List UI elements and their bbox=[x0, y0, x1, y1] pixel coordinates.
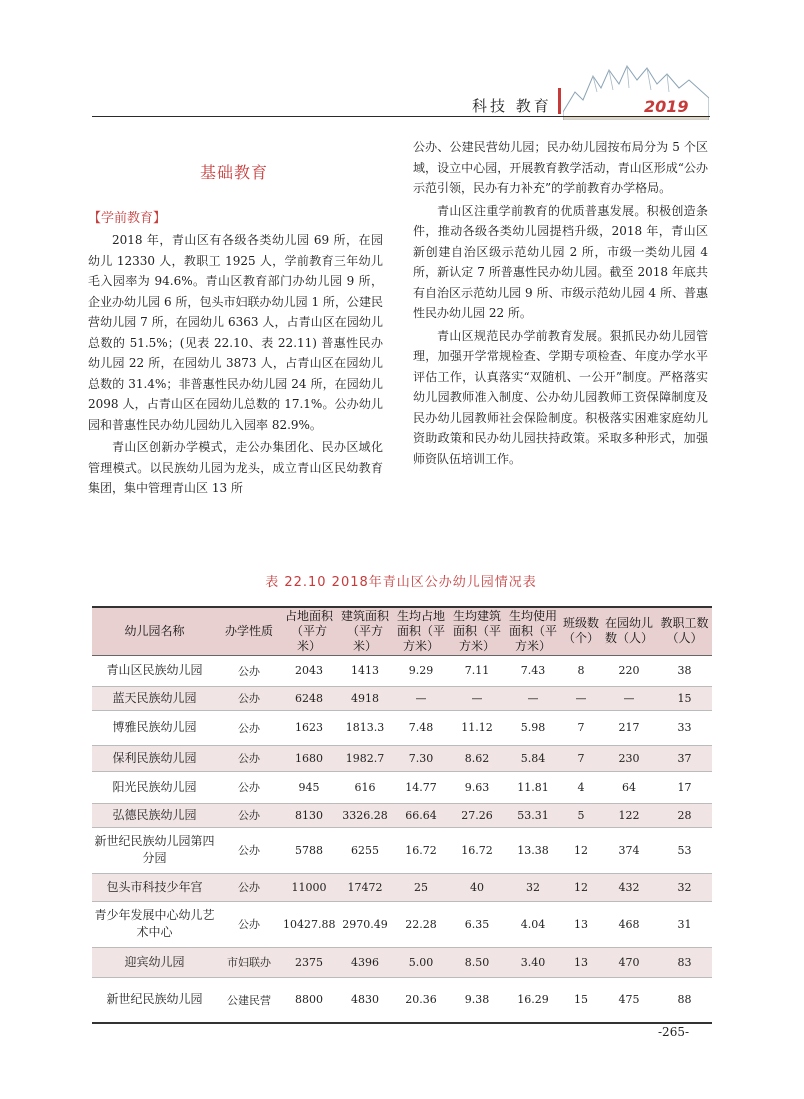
table-cell: 945 bbox=[281, 771, 337, 803]
kindergarten-name-cell: 包头市科技少年宫 bbox=[92, 873, 217, 901]
table-cell: 83 bbox=[657, 947, 712, 977]
table-cell: 7.30 bbox=[393, 745, 449, 771]
school-nature-cell: 公办 bbox=[217, 710, 281, 745]
paragraph: 2018 年，青山区有各级各类幼儿园 69 所，在园幼儿 12330 人，教职工 1925 人，学前教育三年幼儿毛入园率为 94.6%。青山区教育部门办幼儿园 9 所，企业办幼儿园 6 所，包头市妇联办幼儿园 1 所，公建民营幼儿园 7 所，在园幼儿 6363 人，占青山区在园幼儿总数的 51.5%；(见表 22.10、表 22.11) 普惠性民办幼儿园 22 所，在园幼儿 3873 人，占青山区在园幼儿总数的 31.4%；非普惠性民办幼儿园 24 所，在园幼儿 2098 人，占青山区在园幼儿总数的 17.1%。公办幼儿园和普惠性民办幼儿园幼儿入园率 82.9%。 bbox=[88, 233, 383, 432]
table-cell: 53 bbox=[657, 827, 712, 873]
column-header: 生均建筑面积（平方米） bbox=[449, 607, 505, 655]
paragraph: 青山区创新办学模式，走公办集团化、民办区域化管理模式。以民族幼儿园为龙头，成立青山区民幼教育集团，集中管理青山区 13 所 bbox=[88, 440, 383, 495]
table-cell: 4918 bbox=[337, 686, 393, 710]
table-cell: 33 bbox=[657, 710, 712, 745]
header-rule bbox=[92, 116, 710, 117]
table-cell: 12 bbox=[561, 827, 601, 873]
kindergarten-name-cell: 青少年发展中心幼儿艺术中心 bbox=[92, 901, 217, 947]
table-cell: 53.31 bbox=[505, 803, 561, 827]
table-cell: — bbox=[393, 686, 449, 710]
table-cell: 1413 bbox=[337, 655, 393, 686]
table-row bbox=[92, 947, 712, 977]
table-cell: 12 bbox=[561, 873, 601, 901]
table-cell: — bbox=[449, 686, 505, 710]
table-cell: — bbox=[505, 686, 561, 710]
table-cell: 5.00 bbox=[393, 947, 449, 977]
table-cell: 616 bbox=[337, 771, 393, 803]
header-accent-bar bbox=[558, 88, 561, 114]
table-cell: 13 bbox=[561, 947, 601, 977]
paragraph: 青山区规范民办学前教育发展。狠抓民办幼儿园管理，加强开学常规检查、学期专项检查、年度办学水平评估工作，认真落实“双随机、一公开”制度。严格落实幼儿园教师准入制度、公办幼儿园教师工资保障制度及民办幼儿园教师社会保险制度。积极落实困难家庭幼儿资助政策和民办幼儿园扶持政策。采取多种形式，加强师资队伍培训工作。 bbox=[413, 328, 708, 466]
column-header: 教职工数（人） bbox=[657, 607, 712, 655]
table-cell: 230 bbox=[601, 745, 657, 771]
table-cell: 4396 bbox=[337, 947, 393, 977]
table-row bbox=[92, 745, 712, 771]
column-header: 占地面积（平方米） bbox=[281, 607, 337, 655]
table-cell: 17 bbox=[657, 771, 712, 803]
table-cell: 7.48 bbox=[393, 710, 449, 745]
table-cell: 4.04 bbox=[505, 901, 561, 947]
section-title: 基础教育 bbox=[200, 163, 269, 182]
table-cell: 9.38 bbox=[449, 977, 505, 1023]
table-cell: 374 bbox=[601, 827, 657, 873]
table-cell: 6248 bbox=[281, 686, 337, 710]
school-nature-cell: 公办 bbox=[217, 686, 281, 710]
table-cell: 28 bbox=[657, 803, 712, 827]
kindergarten-name-cell: 青山区民族幼儿园 bbox=[92, 655, 217, 686]
table-row bbox=[92, 977, 712, 1023]
table-row bbox=[92, 686, 712, 710]
table-cell: 13.38 bbox=[505, 827, 561, 873]
column-header: 幼儿园名称 bbox=[92, 607, 217, 655]
table-row bbox=[92, 901, 712, 947]
kindergarten-name-cell: 蓝天民族幼儿园 bbox=[92, 686, 217, 710]
column-header: 生均占地面积（平方米） bbox=[393, 607, 449, 655]
table-cell: 20.36 bbox=[393, 977, 449, 1023]
table-cell: 11.12 bbox=[449, 710, 505, 745]
school-nature-cell: 公办 bbox=[217, 803, 281, 827]
table-cell: 8800 bbox=[281, 977, 337, 1023]
table-cell: 10427.88 bbox=[281, 901, 337, 947]
table-cell: 16.29 bbox=[505, 977, 561, 1023]
table-cell: 7.43 bbox=[505, 655, 561, 686]
table-cell: 16.72 bbox=[449, 827, 505, 873]
kindergarten-name-cell: 迎宾幼儿园 bbox=[92, 947, 217, 977]
kindergarten-name-cell: 新世纪民族幼儿园第四分园 bbox=[92, 827, 217, 873]
table-caption: 表 22.10 2018年青山区公办幼儿园情况表 bbox=[265, 575, 537, 590]
table-cell: 217 bbox=[601, 710, 657, 745]
table-header-row bbox=[92, 607, 712, 655]
kindergarten-name-cell: 新世纪民族幼儿园 bbox=[92, 977, 217, 1023]
table-cell: 16.72 bbox=[393, 827, 449, 873]
table-cell: 1982.7 bbox=[337, 745, 393, 771]
paragraph: 青山区注重学前教育的优质普惠发展。积极创造条件，推动各级各类幼儿园提档升级，2018 年，青山区新创建自治区级示范幼儿园 2 所，市级一类幼儿园 4 所，新认定 7 所普惠性民办幼儿园。截至 2018 年底共有自治区示范幼儿园 9 所、市级示范幼儿园 4 所、普惠性民办幼儿园 22 所。 bbox=[413, 203, 708, 320]
table-cell: 475 bbox=[601, 977, 657, 1023]
school-nature-cell: 公办 bbox=[217, 873, 281, 901]
table-row bbox=[92, 827, 712, 873]
table-cell: 15 bbox=[657, 686, 712, 710]
school-nature-cell: 公建民营 bbox=[217, 977, 281, 1023]
table-cell: 8130 bbox=[281, 803, 337, 827]
kindergarten-name-cell: 阳光民族幼儿园 bbox=[92, 771, 217, 803]
table-cell: 2970.49 bbox=[337, 901, 393, 947]
right-column bbox=[413, 137, 708, 469]
table-cell: 32 bbox=[505, 873, 561, 901]
paragraph: 公办、公建民营幼儿园；民办幼儿园按布局分为 5 个区域，设立中心园，开展教育教学活动，青山区形成“公办示范引领，民办有力补充”的学前教育办学格局。 bbox=[413, 140, 708, 195]
table-cell: 1623 bbox=[281, 710, 337, 745]
table-cell: 3326.28 bbox=[337, 803, 393, 827]
table-cell: 7 bbox=[561, 710, 601, 745]
table-cell: 9.29 bbox=[393, 655, 449, 686]
page-number: -265- bbox=[658, 1025, 690, 1039]
left-column bbox=[88, 230, 383, 499]
school-nature-cell: 公办 bbox=[217, 655, 281, 686]
table-cell: 13 bbox=[561, 901, 601, 947]
table-cell: 14.77 bbox=[393, 771, 449, 803]
table-cell: 220 bbox=[601, 655, 657, 686]
table-cell: 4830 bbox=[337, 977, 393, 1023]
table-row bbox=[92, 655, 712, 686]
kindergarten-name-cell: 博雅民族幼儿园 bbox=[92, 710, 217, 745]
table-row bbox=[92, 771, 712, 803]
column-header: 班级数（个） bbox=[561, 607, 601, 655]
column-header: 在园幼儿数（人） bbox=[601, 607, 657, 655]
table-cell: 5.98 bbox=[505, 710, 561, 745]
table-cell: 11000 bbox=[281, 873, 337, 901]
kindergarten-table bbox=[92, 606, 712, 1024]
kindergarten-name-cell: 保利民族幼儿园 bbox=[92, 745, 217, 771]
table-cell: 432 bbox=[601, 873, 657, 901]
table-cell: 32 bbox=[657, 873, 712, 901]
table-cell: 6255 bbox=[337, 827, 393, 873]
table-cell: 11.81 bbox=[505, 771, 561, 803]
table-cell: 37 bbox=[657, 745, 712, 771]
column-header: 建筑面积（平方米） bbox=[337, 607, 393, 655]
table-cell: 8.62 bbox=[449, 745, 505, 771]
table-cell: 27.26 bbox=[449, 803, 505, 827]
table-cell: 7.11 bbox=[449, 655, 505, 686]
column-header: 办学性质 bbox=[217, 607, 281, 655]
table-cell: 66.64 bbox=[393, 803, 449, 827]
table-cell: 8 bbox=[561, 655, 601, 686]
table-cell: 122 bbox=[601, 803, 657, 827]
table-cell: 1680 bbox=[281, 745, 337, 771]
table-cell: 1813.3 bbox=[337, 710, 393, 745]
running-header-label: 科技 教育 bbox=[472, 97, 552, 115]
table-cell: 2375 bbox=[281, 947, 337, 977]
table-cell: 88 bbox=[657, 977, 712, 1023]
table-cell: 25 bbox=[393, 873, 449, 901]
table-cell: 468 bbox=[601, 901, 657, 947]
table-cell: 40 bbox=[449, 873, 505, 901]
table-row bbox=[92, 873, 712, 901]
table-cell: 22.28 bbox=[393, 901, 449, 947]
kindergarten-name-cell: 弘德民族幼儿园 bbox=[92, 803, 217, 827]
table-row bbox=[92, 710, 712, 745]
school-nature-cell: 公办 bbox=[217, 901, 281, 947]
table-cell: 64 bbox=[601, 771, 657, 803]
table-cell: 38 bbox=[657, 655, 712, 686]
table-cell: 15 bbox=[561, 977, 601, 1023]
table-cell: 17472 bbox=[337, 873, 393, 901]
table-cell: 5.84 bbox=[505, 745, 561, 771]
subheading: 【学前教育】 bbox=[88, 211, 167, 226]
table-cell: — bbox=[561, 686, 601, 710]
column-header: 生均使用面积（平方米） bbox=[505, 607, 561, 655]
table-cell: 5788 bbox=[281, 827, 337, 873]
table-cell: 31 bbox=[657, 901, 712, 947]
table-cell: 8.50 bbox=[449, 947, 505, 977]
header-year: 2019 bbox=[644, 97, 689, 116]
table-cell: 470 bbox=[601, 947, 657, 977]
table-cell: — bbox=[601, 686, 657, 710]
table-cell: 7 bbox=[561, 745, 601, 771]
table-cell: 6.35 bbox=[449, 901, 505, 947]
school-nature-cell: 公办 bbox=[217, 745, 281, 771]
school-nature-cell: 市妇联办 bbox=[217, 947, 281, 977]
table-row bbox=[92, 803, 712, 827]
school-nature-cell: 公办 bbox=[217, 771, 281, 803]
table-cell: 4 bbox=[561, 771, 601, 803]
table-cell: 2043 bbox=[281, 655, 337, 686]
table-cell: 5 bbox=[561, 803, 601, 827]
table-cell: 3.40 bbox=[505, 947, 561, 977]
table-cell: 9.63 bbox=[449, 771, 505, 803]
school-nature-cell: 公办 bbox=[217, 827, 281, 873]
